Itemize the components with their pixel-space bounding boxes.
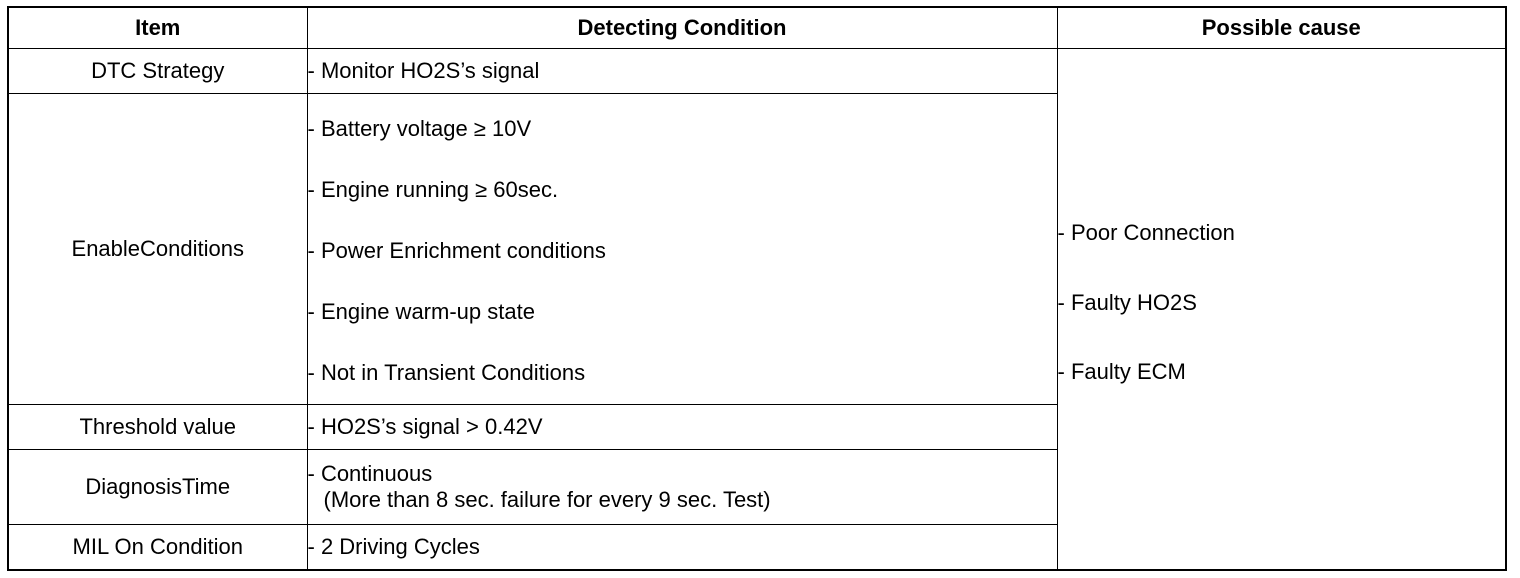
condition-line: - Not in Transient Conditions [307, 359, 586, 385]
condition-line: - HO2S’s signal > 0.42V [307, 413, 543, 439]
condition-mil-on-condition [307, 525, 1057, 570]
header-row [9, 8, 1505, 49]
possible-cause-cell [1057, 49, 1505, 570]
cause-item: - Poor Connection [1057, 220, 1235, 246]
item-mil-on-condition: MIL On Condition [9, 525, 307, 570]
condition-line: - Engine running ≥ 60sec. [307, 176, 559, 202]
table-row-dtc-strategy [9, 49, 1505, 94]
condition-line: - Power Enrichment conditions [307, 237, 606, 263]
condition-dtc-strategy [307, 49, 1057, 94]
item-threshold-value: Threshold value [9, 405, 307, 450]
condition-line-continued: (More than 8 sec. failure for every 9 sec. Test) [323, 487, 771, 512]
item-dtc-strategy: DTC Strategy [9, 49, 307, 94]
condition-line: - 2 Driving Cycles [307, 534, 480, 560]
header-detecting-condition: Detecting Condition [307, 8, 1057, 49]
enable-conditions-list [308, 108, 1057, 390]
cause-item: - Faulty ECM [1057, 359, 1186, 385]
condition-threshold-value [307, 405, 1057, 450]
dtc-spec-table [9, 8, 1505, 570]
header-item: Item [9, 8, 307, 49]
condition-enable-conditions [307, 94, 1057, 405]
header-possible-cause: Possible cause [1057, 8, 1505, 49]
condition-line: - Battery voltage ≥ 10V [307, 116, 532, 141]
cause-item: - Faulty HO2S [1057, 289, 1197, 315]
item-enable-conditions: EnableConditions [9, 94, 307, 405]
item-diagnosis-time: DiagnosisTime [9, 450, 307, 525]
condition-line: - Engine warm-up state [307, 298, 535, 324]
condition-diagnosis-time [307, 450, 1057, 525]
condition-line: - Continuous [307, 460, 433, 486]
dtc-spec-sheet [7, 6, 1507, 571]
possible-cause-list [1058, 220, 1506, 385]
condition-line: - Monitor HO2S’s signal [307, 57, 540, 83]
